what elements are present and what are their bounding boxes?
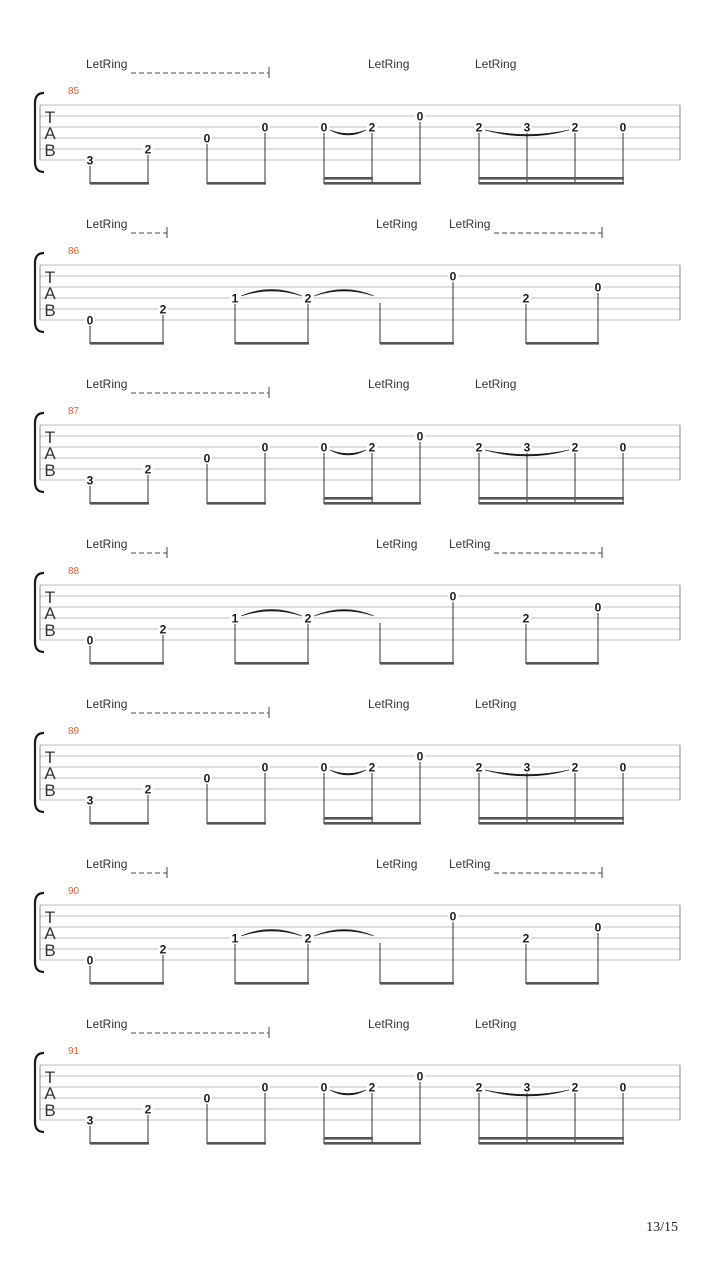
fret-number: 0 xyxy=(203,131,211,146)
fret-number: 0 xyxy=(619,440,627,455)
note-beam xyxy=(90,822,149,825)
fret-number: 2 xyxy=(368,760,376,775)
tie-slur xyxy=(314,610,374,617)
tie-slur xyxy=(241,610,302,617)
note-beam xyxy=(207,182,266,185)
fret-number: 2 xyxy=(144,462,152,477)
note-beam xyxy=(207,1142,266,1145)
tab-clef-letter: T xyxy=(44,1068,56,1087)
measure-number: 88 xyxy=(68,566,80,577)
measure-number: 87 xyxy=(68,406,80,417)
tab-clef-letter: T xyxy=(44,268,56,287)
fret-number: 0 xyxy=(594,280,602,295)
tab-system xyxy=(35,857,680,985)
tab-clef-letter: T xyxy=(44,428,56,447)
note-beam xyxy=(207,502,266,505)
fret-number: 2 xyxy=(475,1080,483,1095)
fret-number: 3 xyxy=(523,760,531,775)
tie-slur xyxy=(314,930,374,937)
note-beam xyxy=(479,822,624,825)
let-ring-label: LetRing xyxy=(86,537,128,551)
fret-number: 2 xyxy=(144,142,152,157)
note-beam xyxy=(324,177,373,180)
fret-number: 3 xyxy=(523,440,531,455)
let-ring-label: LetRing xyxy=(86,217,128,231)
tab-clef-letter: A xyxy=(44,604,56,623)
note-beam xyxy=(479,182,624,185)
fret-number: 0 xyxy=(320,440,328,455)
fret-number: 2 xyxy=(144,782,152,797)
note-beam xyxy=(479,1137,624,1140)
tab-clef-letter: A xyxy=(44,444,56,463)
note-beam xyxy=(90,502,149,505)
tab-clef-letter: T xyxy=(44,908,56,927)
tab-clef-letter: B xyxy=(44,461,56,480)
tie-slur xyxy=(330,130,366,135)
note-beam xyxy=(526,982,599,985)
fret-number: 3 xyxy=(86,473,94,488)
fret-number: 2 xyxy=(159,622,167,637)
fret-number: 2 xyxy=(571,120,579,135)
let-ring-label: LetRing xyxy=(449,537,491,551)
let-ring-label: LetRing xyxy=(86,1017,128,1031)
tab-clef-letter: B xyxy=(44,941,56,960)
fret-number: 2 xyxy=(475,440,483,455)
note-beam xyxy=(235,982,309,985)
fret-number: 0 xyxy=(619,760,627,775)
note-beam xyxy=(479,177,624,180)
note-beam xyxy=(324,822,421,825)
note-beam xyxy=(380,342,454,345)
fret-number: 3 xyxy=(86,793,94,808)
tie-slur xyxy=(241,930,302,937)
fret-number: 3 xyxy=(523,1080,531,1095)
tab-clef-letter: A xyxy=(44,764,56,783)
note-beam xyxy=(235,662,309,665)
note-beam xyxy=(324,817,373,820)
fret-number: 2 xyxy=(368,440,376,455)
note-beam xyxy=(324,502,421,505)
fret-number: 1 xyxy=(231,611,239,626)
note-beam xyxy=(90,182,149,185)
fret-number: 3 xyxy=(86,1113,94,1128)
fret-number: 2 xyxy=(368,120,376,135)
fret-number: 0 xyxy=(416,109,424,124)
tab-system xyxy=(35,1017,680,1145)
let-ring-label: LetRing xyxy=(86,697,128,711)
let-ring-label: LetRing xyxy=(368,377,410,391)
fret-number: 2 xyxy=(304,611,312,626)
fret-number: 0 xyxy=(449,909,457,924)
note-beam xyxy=(526,662,599,665)
let-ring-label: LetRing xyxy=(475,1017,517,1031)
note-beam xyxy=(235,342,309,345)
measure-number: 86 xyxy=(68,246,80,257)
fret-number: 2 xyxy=(571,1080,579,1095)
measure-number: 91 xyxy=(68,1046,80,1057)
fret-number: 1 xyxy=(231,291,239,306)
note-beam xyxy=(324,1137,373,1140)
page-number: 13/15 xyxy=(646,1220,678,1235)
fret-number: 0 xyxy=(320,120,328,135)
fret-number: 0 xyxy=(449,269,457,284)
let-ring-label: LetRing xyxy=(376,857,418,871)
fret-number: 2 xyxy=(368,1080,376,1095)
fret-number: 2 xyxy=(159,942,167,957)
tab-clef-letter: B xyxy=(44,1101,56,1120)
tab-clef-letter: A xyxy=(44,284,56,303)
fret-number: 0 xyxy=(594,920,602,935)
fret-number: 0 xyxy=(203,1091,211,1106)
fret-number: 3 xyxy=(523,120,531,135)
fret-number: 2 xyxy=(304,291,312,306)
fret-number: 3 xyxy=(86,153,94,168)
fret-number: 2 xyxy=(304,931,312,946)
fret-number: 0 xyxy=(261,440,269,455)
fret-number: 0 xyxy=(203,451,211,466)
fret-number: 2 xyxy=(522,611,530,626)
note-beam xyxy=(479,497,624,500)
tab-system xyxy=(35,377,680,505)
tie-slur xyxy=(241,290,302,297)
fret-number: 0 xyxy=(619,120,627,135)
fret-number: 0 xyxy=(261,120,269,135)
let-ring-label: LetRing xyxy=(86,857,128,871)
note-beam xyxy=(324,1142,421,1145)
note-beam xyxy=(479,1142,624,1145)
fret-number: 0 xyxy=(594,600,602,615)
fret-number: 0 xyxy=(619,1080,627,1095)
tab-system xyxy=(35,217,680,345)
fret-number: 0 xyxy=(320,1080,328,1095)
tab-system xyxy=(35,57,680,185)
let-ring-label: LetRing xyxy=(376,217,418,231)
tab-clef-letter: B xyxy=(44,621,56,640)
fret-number: 0 xyxy=(416,429,424,444)
let-ring-label: LetRing xyxy=(368,1017,410,1031)
fret-number: 2 xyxy=(144,1102,152,1117)
tab-clef-letter: T xyxy=(44,588,56,607)
let-ring-label: LetRing xyxy=(475,377,517,391)
fret-number: 0 xyxy=(261,1080,269,1095)
let-ring-label: LetRing xyxy=(475,697,517,711)
note-beam xyxy=(380,662,454,665)
measure-number: 89 xyxy=(68,726,80,737)
let-ring-label: LetRing xyxy=(86,57,128,71)
let-ring-label: LetRing xyxy=(368,57,410,71)
fret-number: 2 xyxy=(571,760,579,775)
tab-clef-letter: A xyxy=(44,924,56,943)
fret-number: 2 xyxy=(522,931,530,946)
tab-clef-letter: A xyxy=(44,1084,56,1103)
tie-slur xyxy=(330,1090,366,1095)
tie-slur xyxy=(330,770,366,775)
note-beam xyxy=(90,342,164,345)
note-beam xyxy=(207,822,266,825)
fret-number: 0 xyxy=(86,313,94,328)
tie-slur xyxy=(330,450,366,455)
tab-clef-letter: T xyxy=(44,748,56,767)
tab-clef-letter: A xyxy=(44,124,56,143)
fret-number: 1 xyxy=(231,931,239,946)
fret-number: 2 xyxy=(571,440,579,455)
note-beam xyxy=(479,817,624,820)
fret-number: 0 xyxy=(416,749,424,764)
fret-number: 0 xyxy=(86,953,94,968)
note-beam xyxy=(526,342,599,345)
fret-number: 2 xyxy=(522,291,530,306)
let-ring-label: LetRing xyxy=(368,697,410,711)
note-beam xyxy=(324,497,373,500)
tab-clef-letter: B xyxy=(44,781,56,800)
tab-system xyxy=(35,537,680,665)
fret-number: 0 xyxy=(449,589,457,604)
let-ring-label: LetRing xyxy=(376,537,418,551)
note-beam xyxy=(380,982,454,985)
tab-system xyxy=(35,697,680,825)
tab-clef-letter: B xyxy=(44,301,56,320)
fret-number: 2 xyxy=(475,120,483,135)
let-ring-label: LetRing xyxy=(86,377,128,391)
measure-number: 85 xyxy=(68,86,80,97)
fret-number: 0 xyxy=(86,633,94,648)
measure-number: 90 xyxy=(68,886,80,897)
note-beam xyxy=(90,1142,149,1145)
let-ring-label: LetRing xyxy=(475,57,517,71)
fret-number: 0 xyxy=(416,1069,424,1084)
tie-slur xyxy=(314,290,374,297)
fret-number: 0 xyxy=(320,760,328,775)
note-beam xyxy=(324,182,421,185)
note-beam xyxy=(90,662,164,665)
note-beam xyxy=(90,982,164,985)
tab-clef-letter: T xyxy=(44,108,56,127)
let-ring-label: LetRing xyxy=(449,857,491,871)
fret-number: 0 xyxy=(261,760,269,775)
let-ring-label: LetRing xyxy=(449,217,491,231)
fret-number: 0 xyxy=(203,771,211,786)
fret-number: 2 xyxy=(475,760,483,775)
note-beam xyxy=(479,502,624,505)
tab-clef-letter: B xyxy=(44,141,56,160)
fret-number: 2 xyxy=(159,302,167,317)
